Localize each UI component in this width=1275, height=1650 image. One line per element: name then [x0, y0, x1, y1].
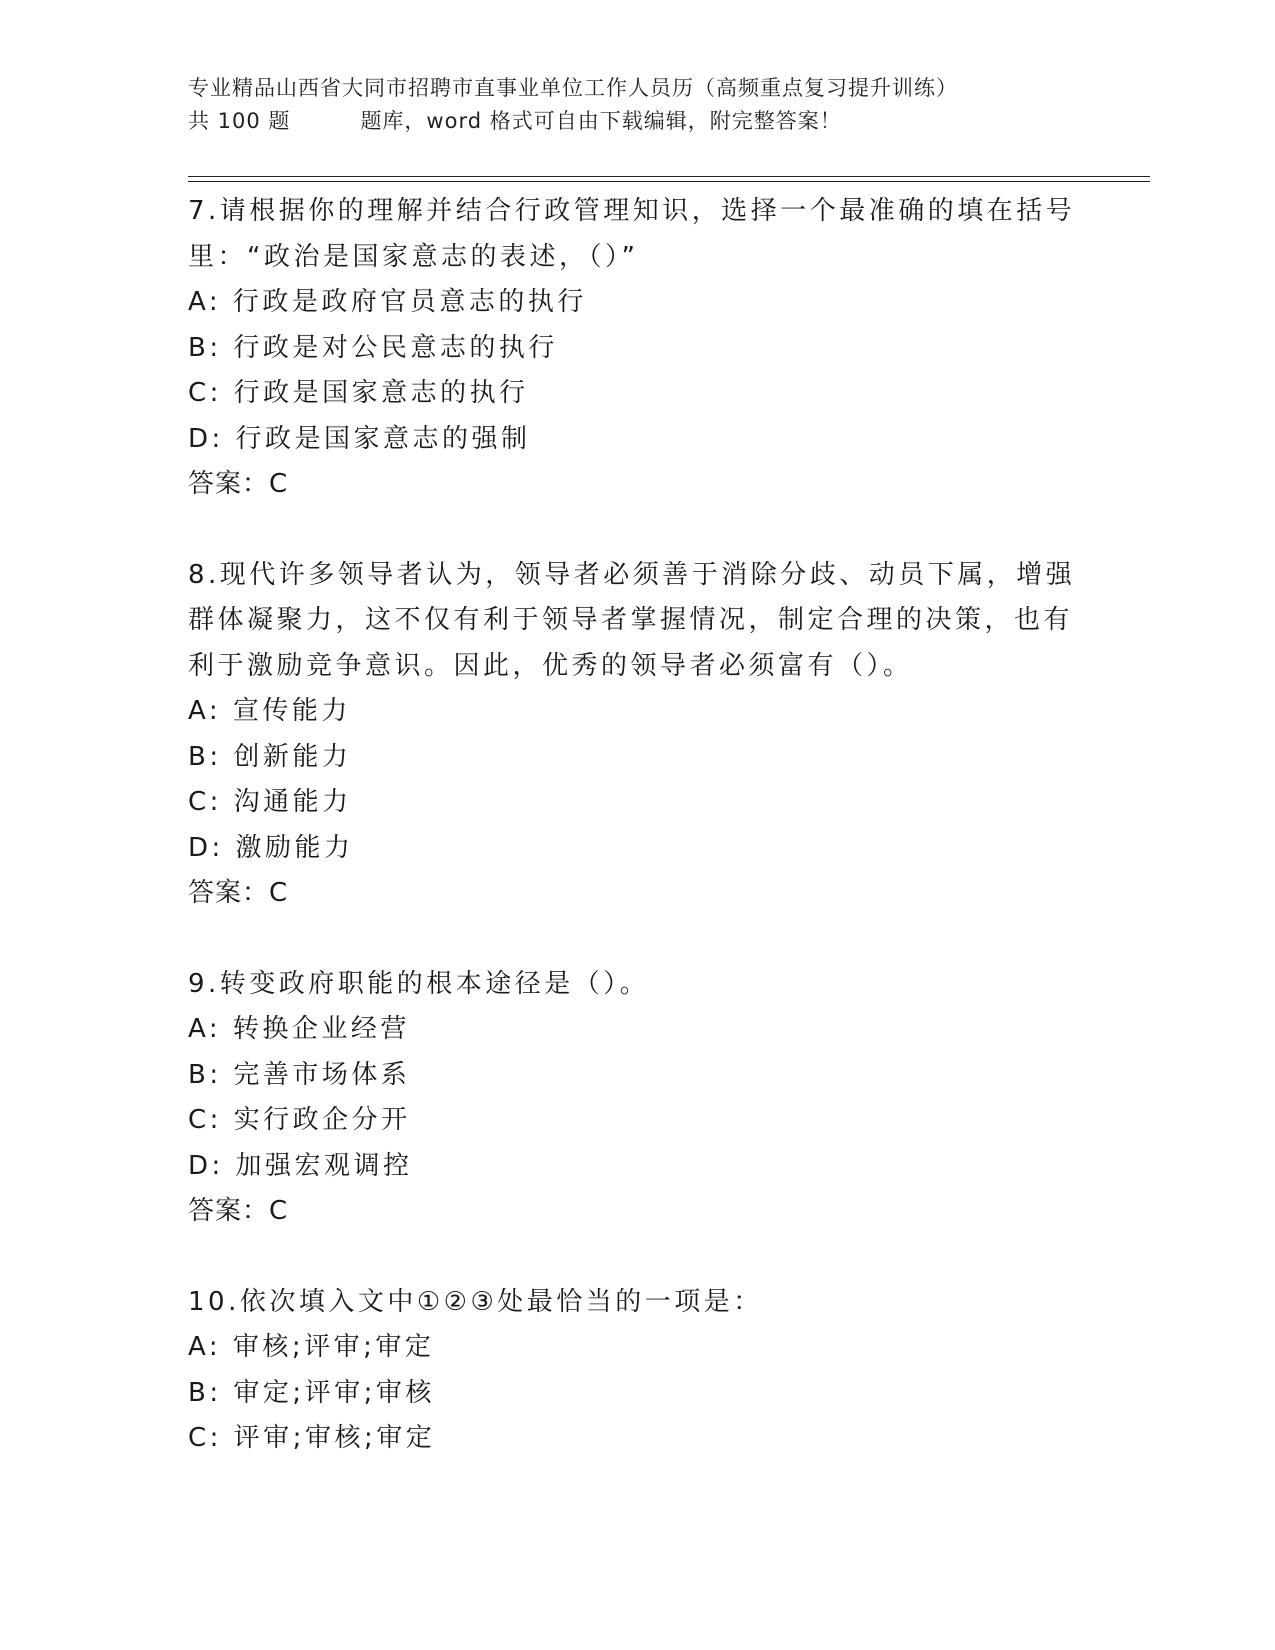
- answer-label: 答案：: [188, 469, 270, 499]
- question-text-line: 利于激励竞争意识。因此，优秀的领导者必须富有（）。: [188, 650, 913, 681]
- answer-value: C: [269, 469, 289, 499]
- option-b: B: 行政是对公民意志的执行: [188, 332, 558, 363]
- document-header: [188, 72, 1088, 138]
- option-d: D: 激励能力: [188, 832, 354, 863]
- option-a: A: 转换企业经营: [188, 1014, 410, 1044]
- question-text-line: 10.依次填入文中①②③处最恰当的一项是：: [188, 1286, 763, 1317]
- question-10: [188, 1280, 1088, 1462]
- header-divider-top: [188, 176, 1150, 177]
- header-question-count: 共 100 题: [188, 109, 291, 133]
- answer-line: [188, 871, 1088, 917]
- question-text-line: 里：“政治是国家意志的表述，（）”: [188, 241, 639, 272]
- option-d: D: 行政是国家意志的强制: [188, 423, 531, 454]
- option-d: D: 加强宏观调控: [188, 1150, 413, 1181]
- question-8: [188, 553, 1088, 917]
- question-text-line: 8.现代许多领导者认为，领导者必须善于消除分歧、动员下属，增强: [188, 559, 1076, 590]
- question-text-line: 群体凝聚力，这不仅有利于领导者掌握情况，制定合理的决策，也有: [188, 605, 1074, 635]
- answer-value: C: [269, 1196, 289, 1226]
- option-b: B: 创新能力: [188, 741, 352, 772]
- option-c: C: 沟通能力: [188, 787, 352, 817]
- option-a: A: 行政是政府官员意志的执行: [188, 287, 587, 317]
- option-c: C: 行政是国家意志的执行: [188, 378, 529, 408]
- question-7: [188, 189, 1088, 508]
- header-subtitle-line: [188, 105, 1088, 138]
- answer-label: 答案：: [188, 878, 270, 908]
- question-9: [188, 962, 1088, 1235]
- question-text-line: 9.转变政府职能的根本途径是（）。: [188, 968, 650, 999]
- question-text-line: 7.请根据你的理解并结合行政管理知识，选择一个最准确的填在括号: [188, 196, 1076, 226]
- option-c: C: 评审;审核;审定: [188, 1423, 436, 1453]
- header-divider-bottom: [188, 181, 1150, 182]
- option-a: A: 宣传能力: [188, 696, 351, 726]
- answer-line: [188, 1189, 1088, 1235]
- question-list: [188, 189, 1088, 1507]
- option-b: B: 完善市场体系: [188, 1059, 411, 1090]
- option-b: B: 审定;评审;审核: [188, 1377, 435, 1408]
- answer-line: [188, 462, 1088, 508]
- header-description: 题库，word 格式可自由下载编辑，附完整答案！: [360, 109, 842, 133]
- answer-value: C: [269, 878, 289, 908]
- header-title-line: 专业精品山西省大同市招聘市直事业单位工作人员历（高频重点复习提升训练）: [188, 76, 958, 100]
- answer-label: 答案：: [188, 1196, 270, 1226]
- option-c: C: 实行政企分开: [188, 1105, 411, 1135]
- option-a: A: 审核;评审;审定: [188, 1332, 435, 1362]
